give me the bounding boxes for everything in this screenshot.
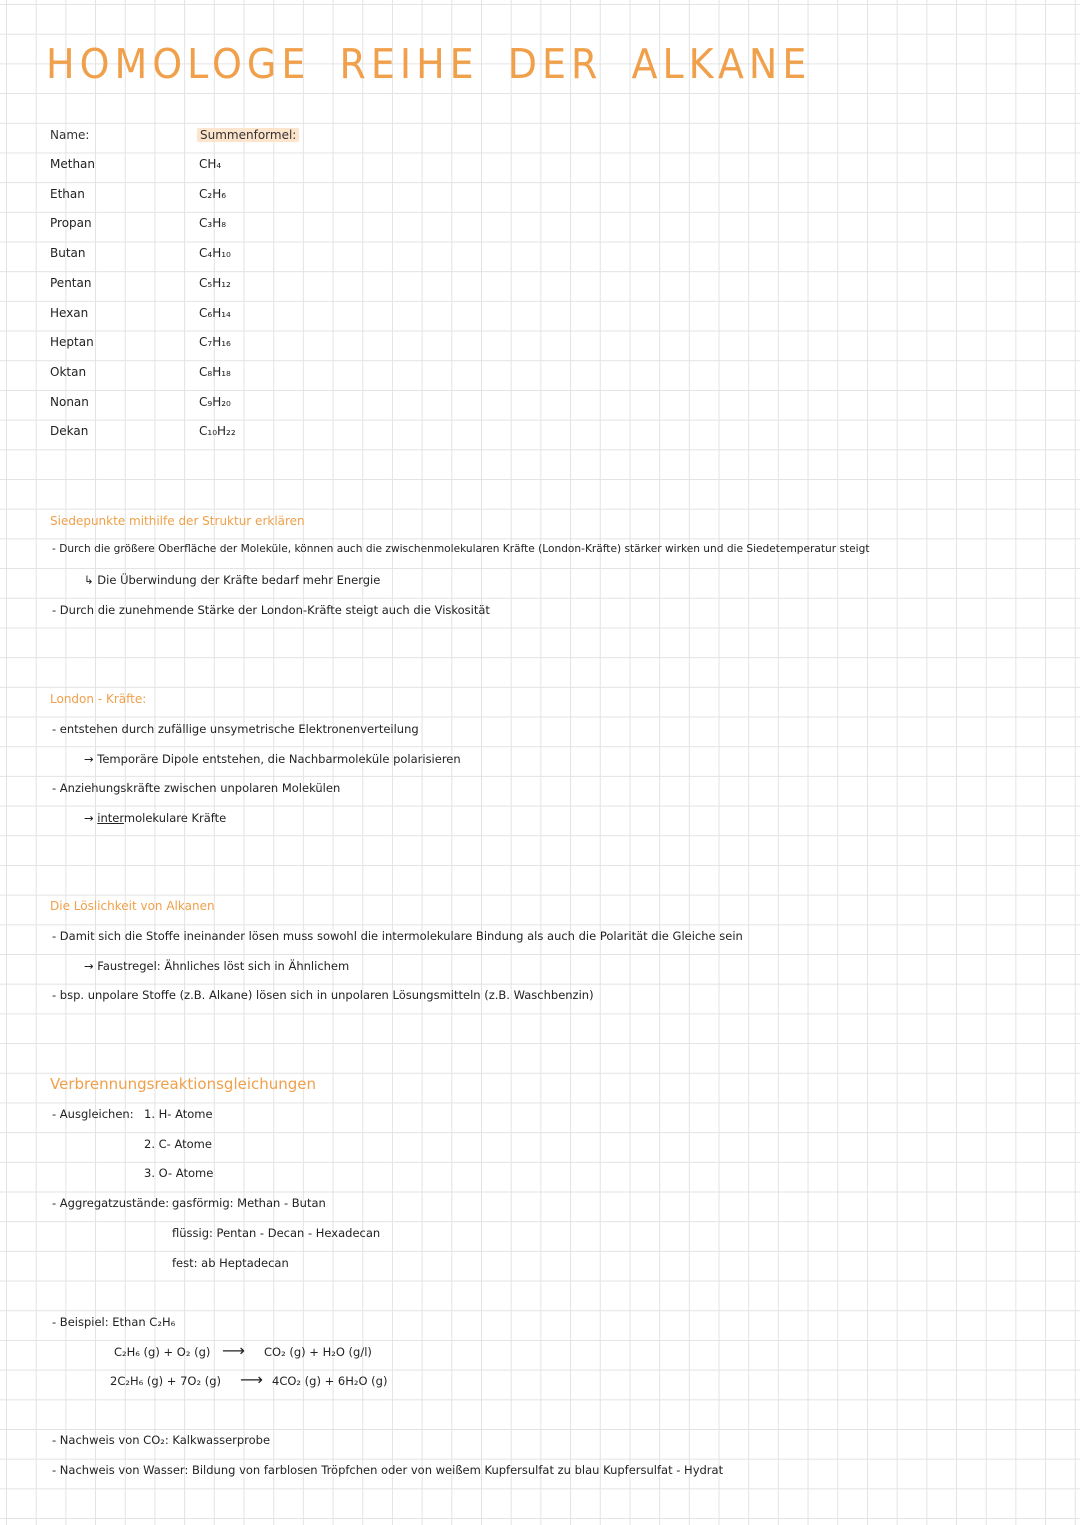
table-cell-formula: C₂H₆ <box>199 186 227 201</box>
equation-2-right: 4CO₂ (g) + 6H₂O (g) <box>272 1374 388 1388</box>
aggregat-label: - Aggregatzustände: <box>52 1196 170 1210</box>
table-cell-name: Dekan <box>50 424 89 439</box>
table-cell-formula: C₅H₁₂ <box>199 275 231 290</box>
london-line-4-rest: molekulare Kräfte <box>123 811 227 825</box>
equation-1-right: CO₂ (g) + H₂O (g/l) <box>264 1345 372 1359</box>
aggregat-gas: gasförmig: Methan - Butan <box>172 1196 326 1210</box>
table-header-formula: Summenformel: <box>197 128 299 142</box>
loeslichkeit-line-3: - bsp. unpolare Stoffe (z.B. Alkane) lösen sich in unpolaren Lösungsmitteln (z.B. Waschbenzin) <box>52 988 594 1002</box>
table-cell-formula: C₇H₁₆ <box>199 335 231 350</box>
table-cell-formula: C₃H₈ <box>199 216 227 231</box>
arrow-right-icon: ⟶ <box>222 1341 245 1360</box>
table-cell-name: Heptan <box>50 335 94 350</box>
aggregat-fest: fest: ab Heptadecan <box>172 1256 289 1270</box>
ausgleichen-step-1: 1. H- Atome <box>144 1107 213 1121</box>
verbrennung-heading: Verbrennungsreaktionsgleichungen <box>50 1075 317 1093</box>
table-cell-name: Nonan <box>50 394 89 409</box>
page-title: HOMOLOGE REIHE DER ALKANE <box>46 40 812 88</box>
london-line-1: - entstehen durch zufällige unsymetrische Elektronenverteilung <box>52 722 419 736</box>
loeslichkeit-heading: Die Löslichkeit von Alkanen <box>50 899 215 913</box>
arrow-right-icon: ⟶ <box>240 1370 263 1389</box>
london-line-4 <box>84 811 226 825</box>
table-cell-name: Pentan <box>50 275 92 290</box>
aggregat-fluessig: flüssig: Pentan - Decan - Hexadecan <box>172 1226 381 1240</box>
table-cell-name: Ethan <box>50 186 85 201</box>
table-cell-formula: C₁₀H₂₂ <box>199 424 236 439</box>
table-cell-name: Propan <box>50 216 92 231</box>
loeslichkeit-line-2: → Faustregel: Ähnliches löst sich in Ähnlichem <box>84 959 350 973</box>
ausgleichen-label: - Ausgleichen: <box>52 1107 134 1121</box>
london-line-2: → Temporäre Dipole entstehen, die Nachbarmoleküle polarisieren <box>84 752 461 766</box>
table-cell-name: Oktan <box>50 364 87 379</box>
table-cell-name: Hexan <box>50 305 89 320</box>
table-cell-name: Butan <box>50 246 86 261</box>
nachweis-co2: - Nachweis von CO₂: Kalkwasserprobe <box>52 1433 271 1447</box>
table-cell-formula: C₈H₁₈ <box>199 364 231 379</box>
table-cell-formula: C₉H₂₀ <box>199 394 231 409</box>
equation-2-left: 2C₂H₆ (g) + 7O₂ (g) <box>110 1374 221 1388</box>
siedepunkte-line-1: - Durch die größere Oberfläche der Moleküle, können auch die zwischenmolekularen Kräfte (London-Kräfte) stärker wirken und die Siedetemperatur steigt <box>52 543 870 555</box>
siedepunkte-line-3: - Durch die zunehmende Stärke der London-Kräfte steigt auch die Viskosität <box>52 603 490 617</box>
equation-1-left: C₂H₆ (g) + O₂ (g) <box>114 1345 211 1359</box>
table-cell-formula: CH₄ <box>199 157 222 171</box>
beispiel-line: - Beispiel: Ethan C₂H₆ <box>52 1315 176 1329</box>
arrow-right-icon: → <box>84 811 94 825</box>
london-heading: London - Kräfte: <box>50 692 147 706</box>
ausgleichen-step-2: 2. C- Atome <box>144 1137 212 1151</box>
table-cell-formula: C₄H₁₀ <box>199 246 231 261</box>
siedepunkte-heading: Siedepunkte mithilfe der Struktur erklären <box>50 514 305 528</box>
ausgleichen-step-3: 3. O- Atome <box>144 1166 214 1180</box>
nachweis-wasser: - Nachweis von Wasser: Bildung von farblosen Tröpfchen oder von weißem Kupfersulfat zu blau Kupfersulfat - Hydrat <box>52 1463 724 1477</box>
london-line-3: - Anziehungskräfte zwischen unpolaren Molekülen <box>52 781 341 795</box>
table-header-name: Name: <box>50 128 90 142</box>
inter-prefix: inter <box>97 811 124 825</box>
table-cell-name: Methan <box>50 157 96 171</box>
siedepunkte-line-2: ↳ Die Überwindung der Kräfte bedarf mehr Energie <box>84 573 381 587</box>
loeslichkeit-line-1: - Damit sich die Stoffe ineinander lösen muss sowohl die intermolekulare Bindung als auch die Polarität die Gleiche sein <box>52 929 743 943</box>
table-cell-formula: C₆H₁₄ <box>199 305 231 320</box>
